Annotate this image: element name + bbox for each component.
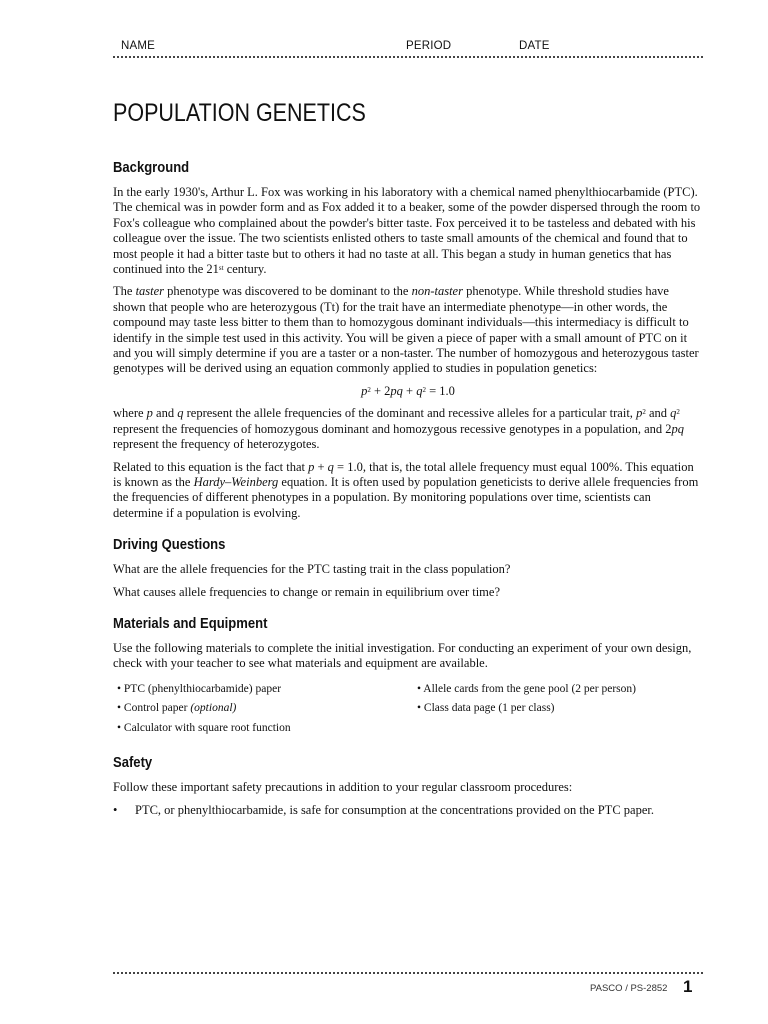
background-paragraph-2: The taster phenotype was discovered to be dominant to the non-taster phenotype. While threshold studies have shown that people who are heterozygous (Tt) for the trait have an intermediate phenotype—in other words, the compound may taste less bitter to them than to homozygous dominant individuals—this intermediacy is difficult to identify in the simple test used in this activity. You will be given a piece of paper with a small amount of PTC on it and you will simply determine if you are a taster or a non-taster. The number of homozygous and heterozygous taster genotypes will be derived using an equation commonly applied to studies in population genetics: xyxy=(113,284,699,376)
driving-question-2: What causes allele frequencies to change or remain in equilibrium over time? xyxy=(113,584,500,599)
driving-questions-heading: Driving Questions xyxy=(113,537,226,554)
materials-intro: Use the following materials to complete the initial investigation. For conducting an experiment of your own design, check with your teacher to see what materials and equipment are available. xyxy=(113,640,692,671)
bullet-icon: • xyxy=(113,802,118,817)
list-item: • Class data page (1 per class) xyxy=(417,702,555,715)
bullet-icon: • xyxy=(117,702,122,715)
header-fields xyxy=(121,40,721,56)
list-item: • Calculator with square root function xyxy=(117,721,291,734)
footer-divider xyxy=(113,972,703,974)
background-section xyxy=(113,160,703,521)
background-paragraph-3: where p and q represent the allele frequencies of the dominant and recessive alleles for a particular trait, $p^2$ and $q^2$ represent the frequencies of homozygous dominant and homozygous recessive genotypes in a population, and 2pq represent the frequency of heterozygotes. xyxy=(113,406,685,452)
list-item: • PTC (phenylthiocarbamide) paper xyxy=(117,682,282,695)
bullet-icon: • xyxy=(117,721,122,734)
driving-question-1: What are the allele frequencies for the PTC tasting trait in the class population? xyxy=(113,562,511,577)
safety-section xyxy=(113,755,703,818)
background-heading: Background xyxy=(113,160,190,176)
materials-section xyxy=(113,616,703,735)
hardy-weinberg-equation: $p^2 + 2pq + q^2 = 1.0$ xyxy=(361,383,455,398)
list-item: • Control paper (optional) xyxy=(117,702,237,715)
background-paragraph-4: Related to this equation is the fact that p + q = 1.0, that is, the total allele frequency must equal 100%. This equation is known as the Hardy–Weinberg equation. It is often used by population geneticists to derive allele frequencies from the frequencies of different phenotypes in a population. By monitoring populations over time, scientists can determine if a population is evolving. xyxy=(113,459,699,520)
materials-list xyxy=(113,682,703,736)
document-body xyxy=(113,160,703,818)
period-label: PERIOD xyxy=(406,40,452,52)
name-label: NAME xyxy=(121,40,156,52)
bullet-icon: • xyxy=(417,682,422,695)
date-label: DATE xyxy=(519,40,550,52)
header-divider xyxy=(113,56,703,58)
bullet-icon: • xyxy=(417,702,422,715)
footer-source: PASCO / PS-2852 xyxy=(590,983,668,994)
page-number: 1 xyxy=(683,977,693,996)
safety-intro: Follow these important safety precautions in addition to your regular classroom procedures: xyxy=(113,780,573,795)
list-item: • Allele cards from the gene pool (2 per person) xyxy=(417,682,636,695)
background-paragraph-1: In the early 1930's, Arthur L. Fox was working in his laboratory with a chemical named phenylthiocarbamide (PTC). The chemical was in powder form and as Fox added it to a beaker, some of the powder dispersed through the room to Fox's colleague who complained about the powder's bitter taste. Fox perceived it to be tasteless and debated with his colleague over the issue. The two scientists enlisted others to taste small amounts of the chemical and found that to most people it had a bitter taste but to others it had no taste at all. This began a study in human genetics that has continued into the 21st century. xyxy=(113,185,701,277)
safety-heading: Safety xyxy=(113,755,153,772)
materials-heading: Materials and Equipment xyxy=(113,615,268,632)
driving-questions-section xyxy=(113,537,703,600)
list-item xyxy=(113,803,703,818)
page-title: POPULATION GENETICS xyxy=(113,99,366,127)
bullet-icon: • xyxy=(117,682,122,695)
safety-item-text: PTC, or phenylthiocarbamide, is safe for consumption at the concentrations provided on the PTC paper. xyxy=(135,802,654,817)
